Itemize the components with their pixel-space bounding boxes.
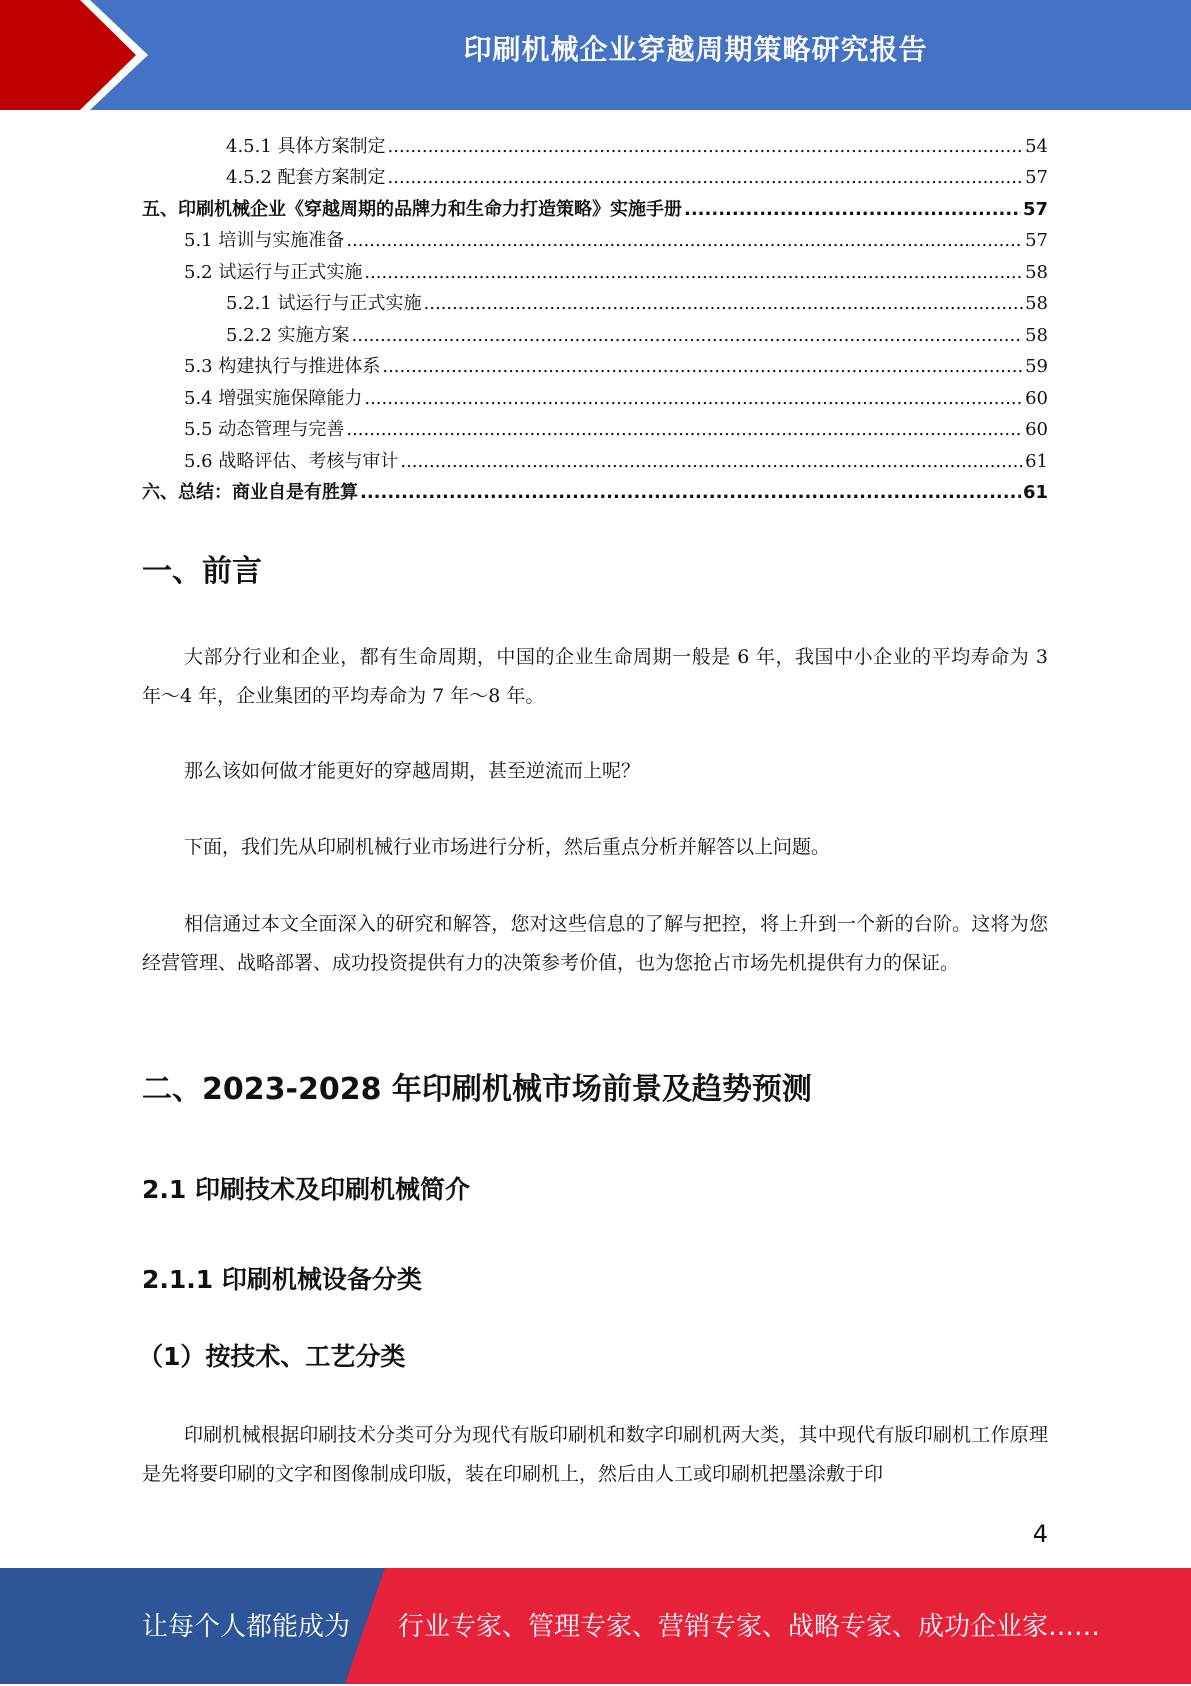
toc-entry[interactable] <box>142 412 1048 444</box>
toc-dot-leader <box>424 291 1024 317</box>
section-heading-market-forecast: 二、2023-2028 年印刷机械市场前景及趋势预测 <box>142 1072 812 1107</box>
classification-paragraph: 印刷机械根据印刷技术分类可分为现代有版印刷机和数字印刷机两大类，其中现代有版印刷机工作原理是先将要印刷的文字和图像制成印版，装在印刷机上，然后由人工或印刷机把墨涂敷于印 <box>142 1424 1048 1485</box>
toc-entry[interactable] <box>142 160 1048 192</box>
toc-entry[interactable] <box>142 286 1048 318</box>
toc-entry-page: 57 <box>1025 167 1048 188</box>
toc-entry-page: 54 <box>1025 135 1048 157</box>
table-of-contents <box>142 128 1048 506</box>
toc-dot-leader <box>388 165 1024 191</box>
toc-entry-page: 61 <box>1022 482 1048 503</box>
toc-entry[interactable] <box>142 223 1048 255</box>
toc-entry[interactable] <box>142 380 1048 412</box>
preface-paragraph-3: 下面，我们先从印刷机械行业市场进行分析，然后重点分析并解答以上问题。 <box>184 836 831 858</box>
page-number: 4 <box>1032 1520 1048 1548</box>
toc-dot-leader <box>346 417 1023 443</box>
toc-entry[interactable] <box>142 191 1048 223</box>
toc-entry[interactable] <box>142 475 1048 507</box>
toc-entry-page: 61 <box>1025 450 1048 472</box>
toc-dot-leader <box>346 228 1023 254</box>
toc-entry[interactable] <box>142 349 1048 381</box>
preface-paragraph-1: 大部分行业和企业，都有生命周期，中国的企业生命周期一般是 6 年，我国中小企业的平均寿命为 3 年～4 年，企业集团的平均寿命为 7 年～8 年。 <box>142 646 1048 707</box>
subsection-heading-classification: （1）按技术、工艺分类 <box>138 1342 406 1371</box>
toc-entry[interactable] <box>142 254 1048 286</box>
section-heading-preface: 一、前言 <box>142 554 262 589</box>
preface-paragraph-4: 相信通过本文全面深入的研究和解答，您对这些信息的了解与把控，将上升到一个新的台阶。这将为您经营管理、战略部署、成功投资提供有力的决策参考价值，也为您抢占市场先机提供有力的保证。 <box>142 913 1048 974</box>
toc-entry-label: 5.2.2 实施方案 <box>226 324 350 346</box>
page-footer <box>0 1568 1191 1684</box>
toc-entry-page: 60 <box>1025 419 1048 440</box>
toc-entry-label: 5.6 战略评估、考核与审计 <box>184 450 399 472</box>
toc-entry-page: 59 <box>1025 356 1048 377</box>
toc-entry-page: 58 <box>1025 324 1048 346</box>
toc-entry-label: 5.2.1 试运行与正式实施 <box>226 293 422 314</box>
toc-entry-page: 58 <box>1025 261 1048 283</box>
toc-entry[interactable] <box>142 443 1048 475</box>
toc-dot-leader <box>400 449 1023 475</box>
footer-slogan-right: 行业专家、管理专家、营销专家、战略专家、成功企业家…… <box>398 1612 1101 1642</box>
toc-dot-leader <box>352 323 1024 349</box>
page-header <box>0 0 1191 110</box>
toc-dot-leader <box>382 354 1023 380</box>
subsection-heading-2-1: 2.1 印刷技术及印刷机械简介 <box>142 1175 470 1204</box>
toc-entry-label: 5.4 增强实施保障能力 <box>184 387 363 409</box>
preface-paragraph-2: 那么该如何做才能更好的穿越周期，甚至逆流而上呢？ <box>184 760 641 782</box>
report-title: 印刷机械企业穿越周期策略研究报告 <box>463 33 928 66</box>
toc-dot-leader <box>684 197 1021 223</box>
toc-entry-label: 5.3 构建执行与推进体系 <box>184 356 381 377</box>
toc-dot-leader <box>364 386 1023 412</box>
toc-entry-page: 60 <box>1025 387 1048 409</box>
toc-entry-label: 六、总结：商业自是有胜算 <box>142 482 358 503</box>
toc-entry[interactable] <box>142 317 1048 349</box>
toc-entry-label: 五、印刷机械企业《穿越周期的品牌力和生命力打造策略》实施手册 <box>142 198 682 220</box>
toc-entry-label: 5.1 培训与实施准备 <box>184 230 345 251</box>
footer-slogan-left: 让每个人都能成为 <box>142 1612 351 1642</box>
toc-entry-page: 57 <box>1022 198 1048 220</box>
toc-entry-page: 57 <box>1025 230 1048 251</box>
toc-entry-label: 4.5.2 配套方案制定 <box>226 167 386 188</box>
toc-dot-leader <box>360 480 1021 506</box>
toc-dot-leader <box>388 134 1024 160</box>
subsection-heading-2-1-1: 2.1.1 印刷机械设备分类 <box>142 1265 422 1294</box>
toc-dot-leader <box>364 260 1023 286</box>
toc-entry-label: 4.5.1 具体方案制定 <box>226 135 386 157</box>
toc-entry-label: 5.5 动态管理与完善 <box>184 419 345 440</box>
toc-entry-page: 58 <box>1025 293 1048 314</box>
toc-entry-label: 5.2 试运行与正式实施 <box>184 261 363 283</box>
toc-entry[interactable] <box>142 128 1048 160</box>
